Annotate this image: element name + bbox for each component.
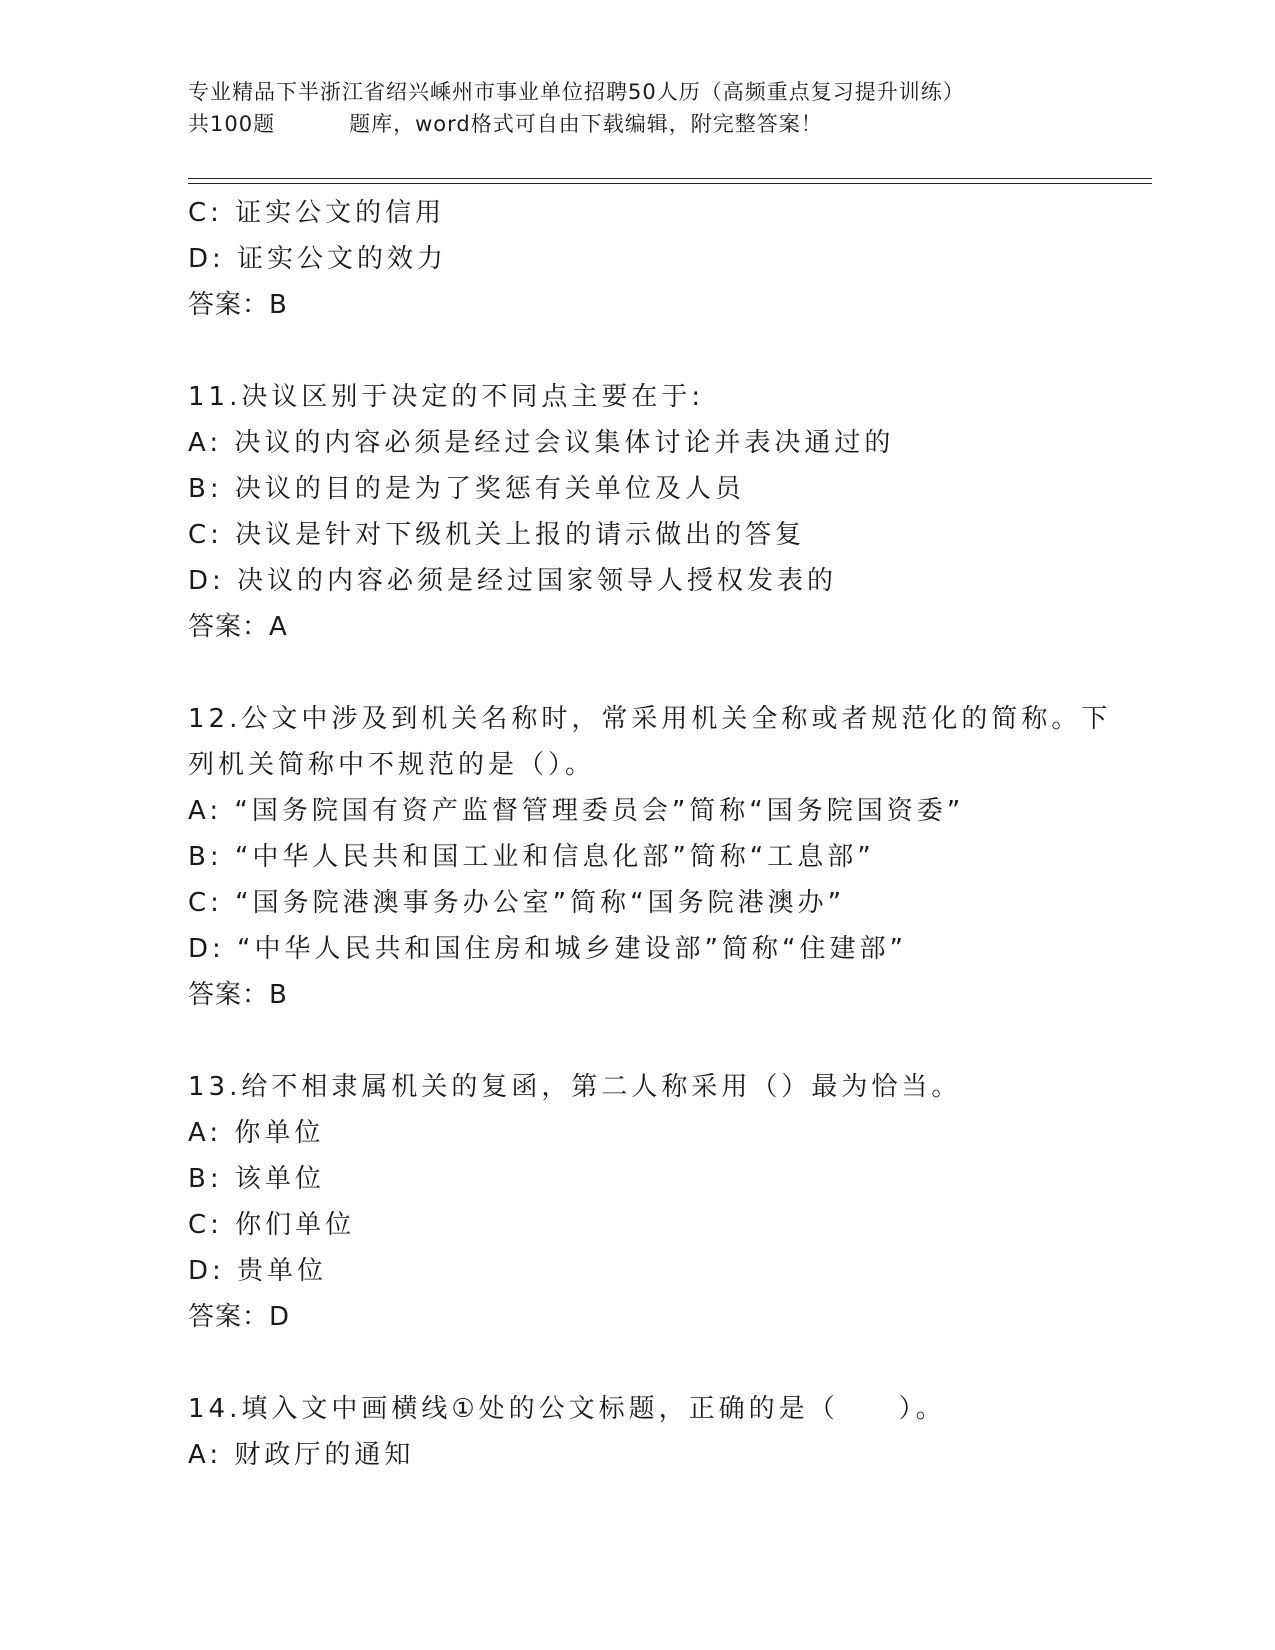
blank-line <box>188 1018 1148 1064</box>
question-text: 12.公文中涉及到机关名称时，常采用机关全称或者规范化的简称。下 <box>188 704 1112 734</box>
answer-line: 答案：A <box>188 612 288 642</box>
question-text: 11.决议区别于决定的不同点主要在于: <box>188 382 705 412</box>
option-line: A: 决议的内容必须是经过会议集体讨论并表决通过的 <box>188 428 895 458</box>
blank-line <box>188 328 1148 374</box>
question-text: 14.填入文中画横线①处的公文标题，正确的是（ ）。 <box>188 1394 946 1424</box>
document-header <box>188 76 1088 140</box>
answer-line: 答案：B <box>188 980 288 1010</box>
question-list <box>188 190 1148 1478</box>
option-line: C: 你们单位 <box>188 1210 356 1240</box>
answer-line: 答案：B <box>188 290 288 320</box>
option-line: C: 证实公文的信用 <box>188 198 446 228</box>
option-line: D: 决议的内容必须是经过国家领导人授权发表的 <box>188 566 838 596</box>
header-divider-top <box>188 178 1152 179</box>
option-line: D: 贵单位 <box>188 1256 328 1286</box>
option-line: D: 证实公文的效力 <box>188 244 448 274</box>
answer-line: 答案：D <box>188 1302 291 1332</box>
option-line: C: 决议是针对下级机关上报的请示做出的答复 <box>188 520 806 550</box>
header-subtitle-line <box>188 108 1088 140</box>
option-line: C: “国务院港澳事务办公室”简称“国务院港澳办” <box>188 888 846 918</box>
option-line: D: “中华人民共和国住房和城乡建设部”简称“住建部” <box>188 934 907 964</box>
option-line: B: “中华人民共和国工业和信息化部”简称“工息部” <box>188 842 875 872</box>
option-line: A: 财政厅的通知 <box>188 1440 415 1470</box>
header-title-line: 专业精品下半浙江省绍兴嵊州市事业单位招聘50人历（高频重点复习提升训练） <box>188 80 965 104</box>
option-line: B: 该单位 <box>188 1164 325 1194</box>
option-line: A: “国务院国有资产监督管理委员会”简称“国务院国资委” <box>188 796 965 826</box>
header-divider-bottom <box>188 183 1152 184</box>
header-format-note: 题库，word格式可自由下载编辑，附完整答案！ <box>349 112 823 136</box>
blank-line <box>188 1340 1148 1386</box>
blank-line <box>188 650 1148 696</box>
option-line: B: 决议的目的是为了奖惩有关单位及人员 <box>188 474 745 504</box>
question-text: 列机关简称中不规范的是（）。 <box>188 750 596 780</box>
question-text: 13.给不相隶属机关的复函，第二人称采用（）最为恰当。 <box>188 1072 962 1102</box>
option-line: A: 你单位 <box>188 1118 325 1148</box>
header-question-count: 共100题 <box>188 112 276 136</box>
